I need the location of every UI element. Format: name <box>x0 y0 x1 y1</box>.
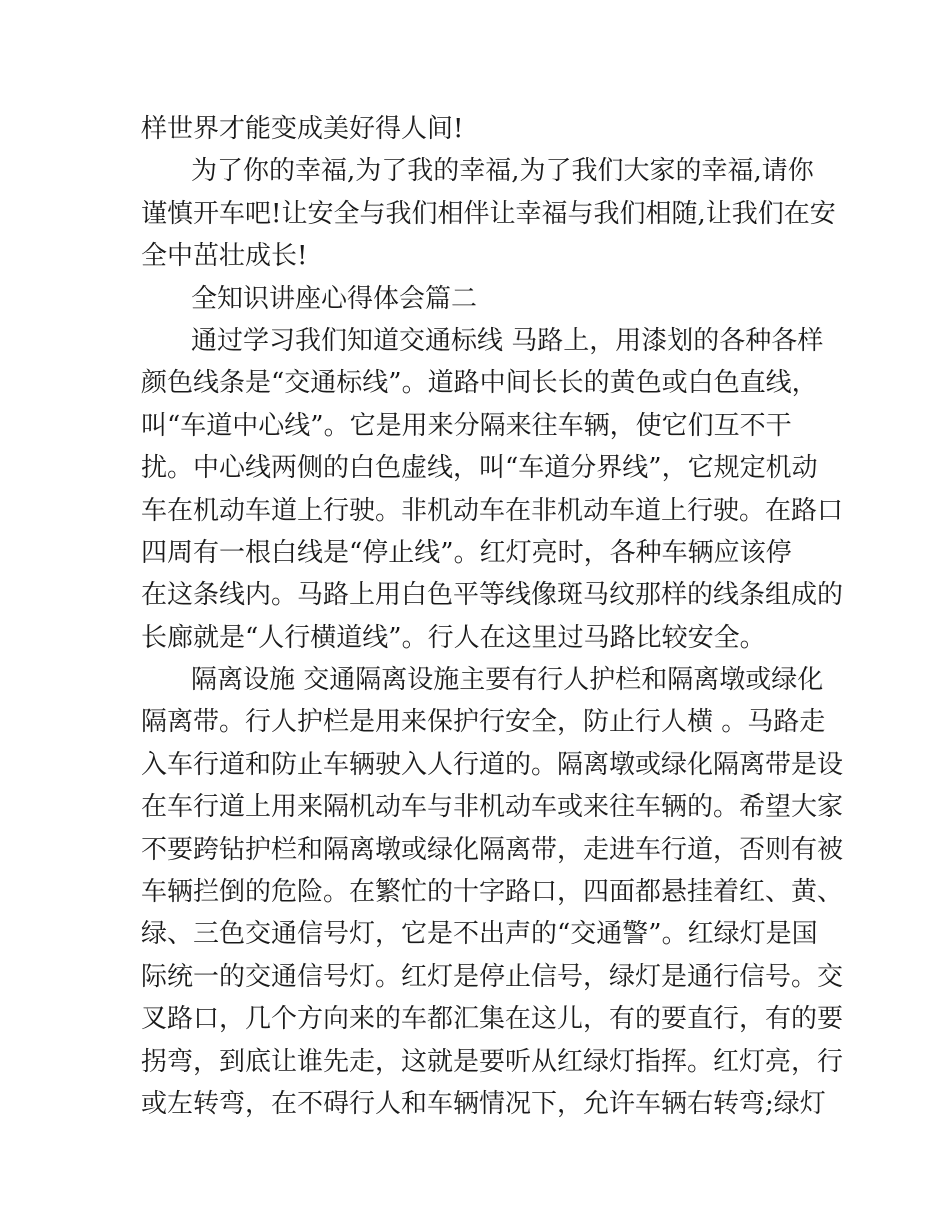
text-line: 车在机动车道上行驶。非机动车在非机动车道上行驶。在路口 <box>141 495 844 526</box>
body-text <box>141 108 844 1125</box>
section-heading: 全知识讲座心得体会篇二 <box>191 283 478 314</box>
text-line: 隔离设施 交通隔离设施主要有行人护栏和隔离墩或绿化 <box>191 665 824 696</box>
text-line: 际统一的交通信号灯。红灯是停止信号，绿灯是通行信号。交 <box>141 961 844 992</box>
text-line: 拐弯，到底让谁先走，这就是要听从红绿灯指挥。红灯亮，行 <box>141 1046 844 1077</box>
text-line: 在这条线内。马路上用白色平等线像斑马纹那样的线条组成的 <box>141 580 844 611</box>
text-line: 入车行道和防止车辆驶入人行道的。隔离墩或绿化隔离带是设 <box>141 749 844 780</box>
text-line: 隔离带。行人护栏是用来保护行安全，防止行人横 。马路走 <box>141 707 826 738</box>
text-line: 扰。中心线两侧的白色虚线，叫“车道分界线”，它规定机动 <box>141 453 818 484</box>
text-line: 样世界才能变成美好得人间! <box>141 114 464 144</box>
text-line: 或左转弯，在不碍行人和车辆情况下，允许车辆右转弯;绿灯 <box>141 1088 826 1119</box>
text-line: 颜色线条是“交通标线”。道路中间长长的黄色或白色直线， <box>141 368 818 399</box>
text-line: 谨慎开车吧!让安全与我们相伴让幸福与我们相随,让我们在安 <box>141 198 836 229</box>
text-line: 在车行道上用来隔机动车与非机动车或来往车辆的。希望大家 <box>141 792 844 823</box>
text-line: 绿、三色交通信号灯，它是不出声的“交通警”。红绿灯是国 <box>141 919 818 950</box>
text-line: 四周有一根白线是“停止线”。红灯亮时，各种车辆应该停 <box>141 537 792 568</box>
text-line: 全中茁壮成长! <box>141 241 308 272</box>
text-line: 不要跨钻护栏和隔离墩或绿化隔离带，走进车行道，否则有被 <box>141 834 844 865</box>
text-line: 为了你的幸福,为了我的幸福,为了我们大家的幸福,请你 <box>191 156 814 187</box>
text-line: 叉路口，几个方向来的车都汇集在这儿，有的要直行，有的要 <box>141 1004 844 1035</box>
text-line: 通过学习我们知道交通标线 马路上，用漆划的各种各样 <box>191 325 824 356</box>
text-line: 叫“车道中心线”。它是用来分隔来往车辆，使它们互不干 <box>141 410 792 441</box>
text-line: 车辆拦倒的危险。在繁忙的十字路口，四面都悬挂着红、黄、 <box>141 877 844 908</box>
text-line: 长廊就是“人行横道线”。行人在这里过马路比较安全。 <box>141 622 766 653</box>
